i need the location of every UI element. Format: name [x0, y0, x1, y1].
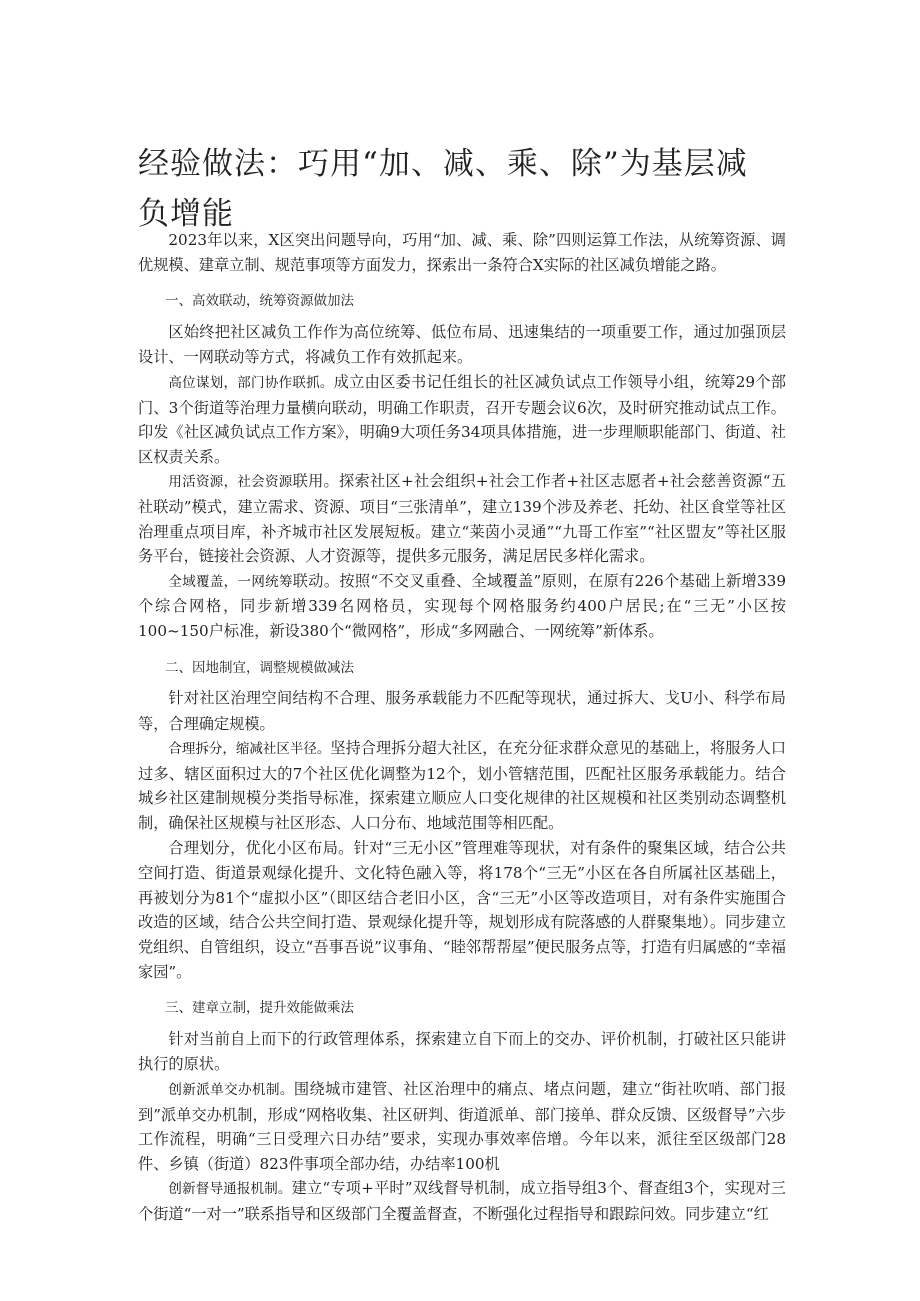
- paragraph-text: 联用。探索社区+社会组织+社会工作者+社区志愿者+社会慈善资源“五社联动”模式，建立需求、资源、项目“三张清单”，建立139个涉及养老、托幼、社区食堂等社区治理重点项目库，补齐城市社区发展短板。建立“莱茵小灵通”“九哥工作室”“社区盟友”等社区服务平台，链接社会资源、人才资源等，提供多元服务，满足居民多样化需求。: [138, 472, 787, 566]
- paragraph-text: 区始终把社区减负工作作为高位统筹、低位布局、迅速集结的一项重要工作，通过加强顶层设计、一网联动等方式，将减负工作有效抓起来。: [138, 322, 786, 367]
- section-3: [138, 996, 786, 1226]
- paragraph-lead: 全域覆盖，一网统筹: [168, 573, 293, 590]
- section-heading: 一、高效联动，统筹资源做加法: [165, 293, 354, 310]
- paragraph: [138, 1176, 786, 1226]
- paragraph-lead: 高位谋划，部门协作联抓。: [168, 374, 334, 391]
- section-heading: 三、建章立制，提升效能做乘法: [165, 1000, 354, 1017]
- paragraph-text: 针对当前自上而下的行政管理体系，探索建立自下而上的交办、评价机制，打破社区只能讲执行的原状。: [138, 1029, 786, 1074]
- paragraph-lead: 用活资源，社会资源: [168, 474, 293, 491]
- paragraph: [138, 569, 786, 644]
- paragraph: [138, 836, 786, 985]
- paragraph-text: 建立“专项+平时”双线督导机制，成立指导组3个、督查组3个，实现对三个街道“一对一”联系指导和区级部门全覆盖督查，不断强化过程指导和跟踪问效。同步建立“红: [138, 1179, 786, 1223]
- paragraph-lead: 合理拆分，缩减社区半径。: [168, 741, 331, 758]
- paragraph: [138, 370, 786, 469]
- section-heading: 二、因地制宜，调整规模做减法: [165, 659, 354, 676]
- paragraph: [138, 1077, 786, 1176]
- paragraph: [138, 320, 786, 370]
- paragraph: [138, 469, 786, 568]
- paragraph-text: 坚持合理拆分超大社区，在充分征求群众意见的基础上，将服务人口过多、辖区面积过大的7个社区优化调整为12个，划小管辖范围，匹配社区服务承载能力。结合城乡社区建制规模分类指导标准，探索建立顺应人口变化规律的社区规模和社区类别动态调整机制，确保社区规模与社区形态、人口分布、地域范围等相匹配。: [138, 739, 787, 833]
- paragraph-lead: 创新派单交办机制。: [168, 1082, 294, 1098]
- document-body: [138, 228, 786, 1227]
- intro-paragraph: 2023年以来，X区突出问题导向，巧用“加、减、乘、除”四则运算工作法，从统筹资源、调优规模、建章立制、规范事项等方面发力，探索出一条符合X实际的社区减负增能之路。: [138, 231, 786, 274]
- paragraph-text: 成立由区委书记任组长的社区减负试点工作领导小组，统筹29个部门、3个街道等治理力量横向联动，明确工作职责，召开专题会议6次，及时研究推动试点工作。印发《社区减负试点工作方案》，明确9大项任务34项具体措施，进一步理顺职能部门、街道、社区权责关系。: [138, 372, 787, 466]
- paragraph-text: 针对社区治理空间结构不合理、服务承载能力不匹配等现状，通过拆大、戈U小、科学布局等，合理确定规模。: [138, 689, 786, 733]
- paragraph: [138, 1027, 786, 1077]
- paragraph-text: 围绕城市建管、社区治理中的痛点、堵点问题，建立“街社吹哨、部门报到”派单交办机制，形成“网格收集、社区研判、街道派单、部门接单、群众反馈、区级督导”六步工作流程，明确“三日受理六日办结”要求，实现办事效率倍增。今年以来，派往至区级部门28件、乡镇（街道）823件事项全部办结，办结率100机: [138, 1080, 787, 1173]
- section-2: [138, 656, 786, 985]
- paragraph-lead: 创新督导通报机制。: [168, 1181, 292, 1198]
- paragraph-text: 合理划分，优化小区布局。针对“三无小区”管理难等现状，对有条件的聚集区域，结合公共空间打造、街道景观绿化提升、文化特色融入等，将178个“三无”小区在各自所属社区基础上，再被划分为81个“虚拟小区”（即区结合老旧小区，含“三无”小区等改造项目，对有条件实施围合改造的区域，结合公共空间打造、景观绿化提升等，规划形成有院落感的人群聚集地）。同步建立党组织、自管组织，设立“吾事吾说”议事角、“睦邻帮帮屋”便民服务点等，打造有归属感的“幸福家园”。: [138, 838, 786, 981]
- section-1: [138, 289, 786, 643]
- paragraph: [138, 686, 786, 736]
- paragraph-text: 联动。按照“不交叉重叠、全域覆盖”原则，在原有226个基础上新增339个综合网格，同步新增339名网格员，实现每个网格服务约400户居民;在“三无”小区按100~150户标准，新设380个“微网格”，形成“多网融合、一网统筹”新体系。: [138, 571, 787, 640]
- document-title: 经验做法：巧用“加、减、乘、除”为基层减负增能: [138, 145, 748, 232]
- paragraph: [138, 736, 786, 835]
